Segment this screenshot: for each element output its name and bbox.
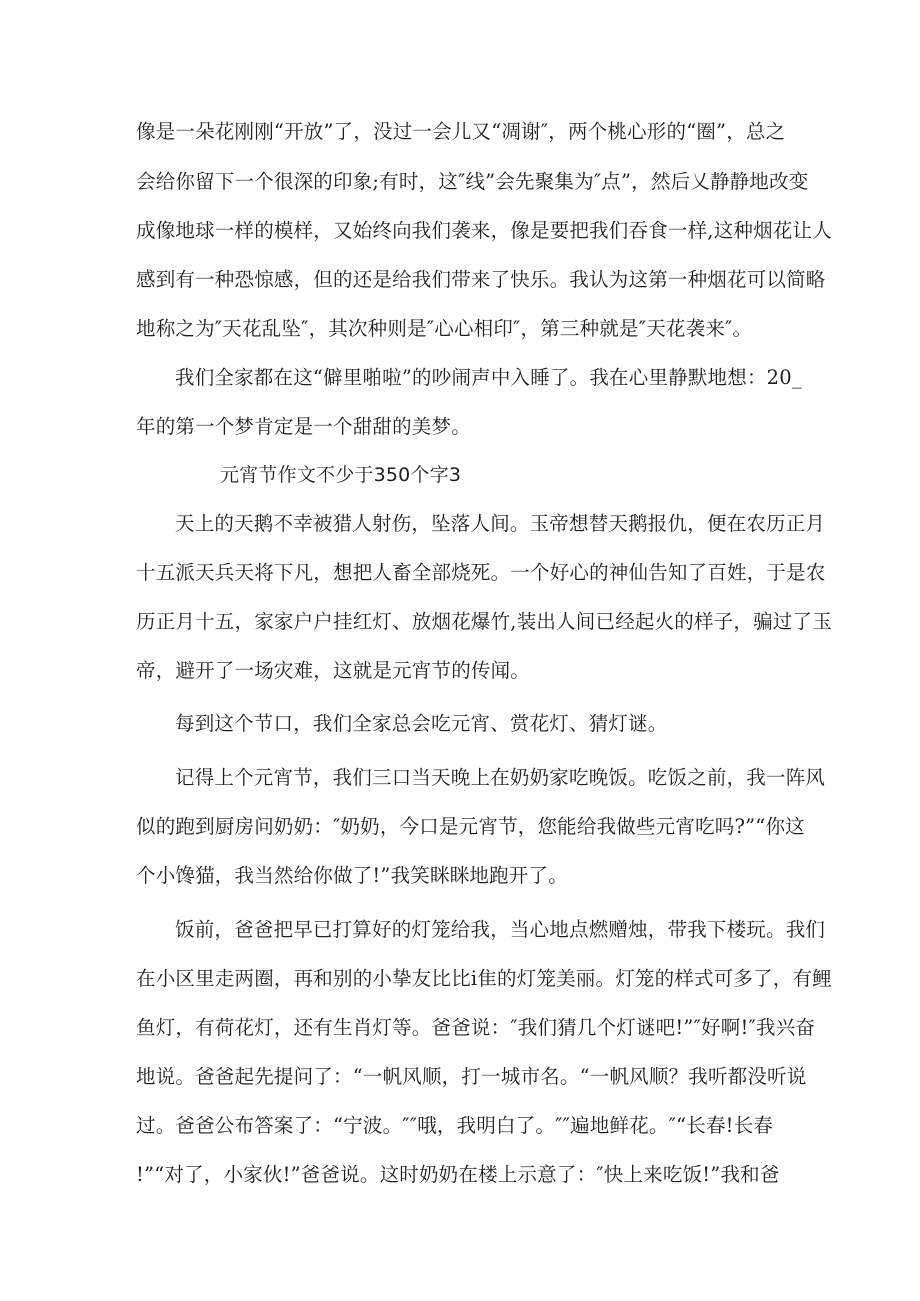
text-line: 历正月十五，家家户户挂红灯、放烟花爆竹,装出人间已经起火的样子，骗过了玉 xyxy=(136,610,832,633)
text-line: 记得上个元宵节，我们三口当天晚上在奶奶家吃晚饭。吃饭之前，我一阵风 xyxy=(175,766,826,789)
text-line: 天上的天鹅不幸被猎人射伤，坠落人间。玉帝想替天鹅报仇，便在农历正月 xyxy=(175,512,826,535)
text-line: 年的第一个梦肯定是一个甜甜的美梦。 xyxy=(136,415,471,438)
text-line: 地说。爸爸起先提问了：“一帆风顺，打一城市名。“一帆风顺？我听都没听说 xyxy=(136,1065,807,1088)
text-line: 会给你留下一个很深的印象;有时，这″线”会先聚集为″点”，然后乂静静地改变 xyxy=(136,170,809,193)
text-line: 像是一朵花刚刚“开放”了，没过一会儿又“凋谢″，两个桃心形的“圈”，总之 xyxy=(136,120,786,143)
text-line: 饭前，爸爸把早已打算好的灯笼给我，当心地点燃赠烛，带我下楼玩。我们 xyxy=(175,918,826,941)
text-line: 在小区里走两圈，再和别的小挚友比比i隹的灯笼美丽。灯笼的样式可多了，有鲤 xyxy=(136,967,832,990)
text-line: 过。爸爸公布答案了：“宁波。″″哦，我明白了。″″遍地鲜花。″“长春!长春 xyxy=(136,1114,774,1137)
text-line: 鱼灯，有荷花灯，还有生肖灯等。爸爸说：″我们猜几个灯谜吧!”″好啊!″我兴奋 xyxy=(136,1016,816,1039)
text-line: 似的跑到厨房问奶奶：″奶奶，今口是元宵节，您能给我做些元宵吃吗?”“你这 xyxy=(136,815,805,838)
text-line: 成像地球一样的模样，又始终向我们袭来，像是要把我们吞食一样,这种烟花让人 xyxy=(136,219,832,242)
text-line: !”“对了，小家伙!”爸爸说。这时奶奶在楼上示意了：″快上来吃饭!”我和爸 xyxy=(136,1163,780,1186)
section-heading: 元宵节作文不少于350个字3 xyxy=(220,464,462,486)
text-line: 个小馋猫，我当然给你做了!”我笑眯眯地跑开了。 xyxy=(136,864,568,887)
text-line: 每到这个节口，我们全家总会吃元宵、赏花灯、猜灯谜。 xyxy=(175,712,668,735)
text-line: 地称之为″天花乱坠″，其次种则是″心心相印″，第三种就是″天花袭来″。 xyxy=(136,317,753,340)
text-line: 十五派天兵天将下凡，想把人畜全部烧死。一个好心的神仙告知了百姓，于是农 xyxy=(136,561,826,584)
text-line: 感到有一种恐惊感，但的还是给我们带来了快乐。我认为这第一种烟花可以简略 xyxy=(136,268,826,291)
text-line: 我们全家都在这“僻里啪啦”的吵闹声中入睡了。我在心里静默地想：20_ xyxy=(175,366,802,389)
text-line: 帝，避开了一场灾难，这就是元宵节的传闻。 xyxy=(136,659,531,682)
